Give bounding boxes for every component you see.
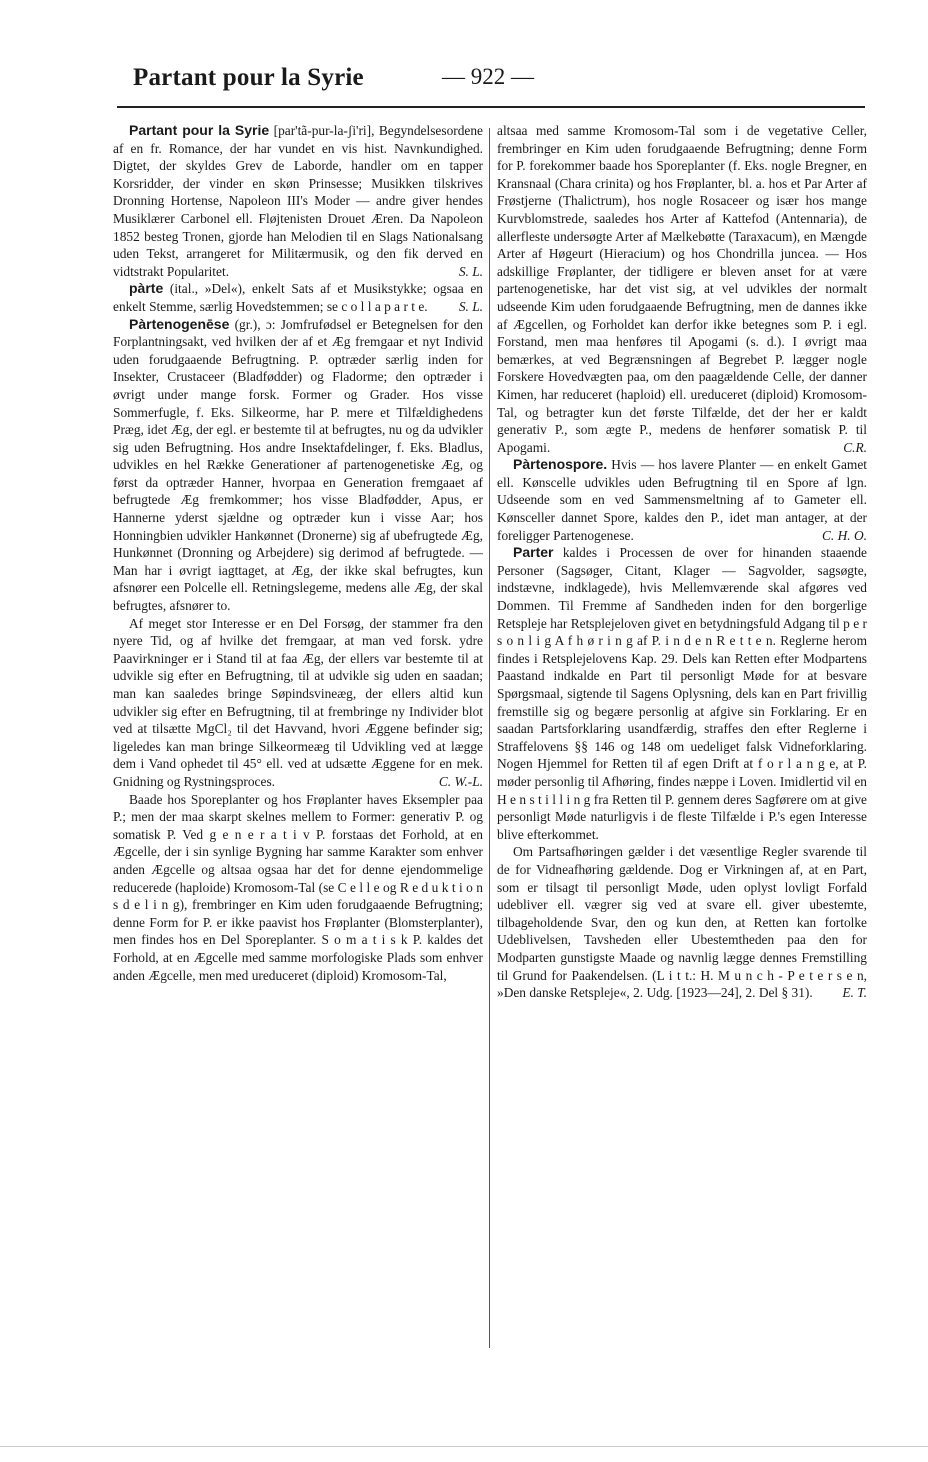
entry-text: Om Partsafhøringen gælder i det væsentlige Regler svarende til de for Vidneafhøring gældende. Dog er Virkningen af, at en Part, som er tilsagt til personligt Møde, uden oplyst lovligt Forfald udebliver ell. vægrer sig ved at svare ell. giver ubestemte, tilbageholdende Svar, den og kun den, at Retten kan fortolke Udeblivelsen, Tavsheden eller Ubestemtheden paa den for Modparten gunstigste Maade og navnlig lægge dennes Fremstilling til Grund for Paakendelsen. (L i t t.: H. M u n c h - P e t e r s e n, »Den danske Retspleje«, 2. Udg. [1923—24], 2. Del § 31). <box>497 844 867 1001</box>
author-signature: S. L. <box>458 263 483 279</box>
entry-text: [par'tã-pur-la-ʃi'ri], Begyndelsesordene af en fr. Romance, der har vundet en vis hist. Navnkundighed. Digtet, der skyldes Grev de Laborde, handler om en tapper Korsridder, der vinder en skøn Prinsesse; Musikken tilskrives Dronning Hortense, Napoleon III's Moder — andre giver hendes Musiklærer Carbonel ell. Fløjtenisten Drouet Æren. Da Napoleon 1852 besteg Tronen, gjorde han Melodien til en Slags Nationalsang uden Tekst, arrangeret for Militærmusik, og den fik derved en vidtstrakt Popularitet. <box>113 123 483 279</box>
paragraph <box>497 843 867 1001</box>
paragraph <box>113 791 483 985</box>
entry-parter <box>497 544 867 843</box>
headword: Partant pour la Syrie <box>129 122 270 138</box>
entry-text: Hvis — hos lavere Planter — en enkelt Gamet ell. Kønscelle udvikles uden Befrugtning til en Spore af lgn. Udseende som en ved Sammensmeltning af to Gameter ell. Kønsceller dannet Spore, kaldes den P., idet man antager, at der foreligger Partenogenese. <box>497 457 867 543</box>
author-signature: E. T. <box>842 985 867 1001</box>
left-column <box>113 122 483 1357</box>
paragraph-continuation <box>497 122 867 456</box>
entry-text: Af meget stor Interesse er en Del Forsøg, der stammer fra den nyere Tid, og af hvilke det fremgaar, at man ved forsk. ydre Paavirkninger er i Stand til at faa Æg, der ellers var bestemte til at udvikle sig efter en Befrugtning, til at udvikle sig uden en saadan; man kan saaledes bringe Søpindsvineæg, der ellers altid kun udvikler sig efter en Befrugtning, til at frembringe ny Individer blot ved at tilsætte MgCl₂ til det Havvand, hvori Æggene befinder sig; ligeledes kan man bringe Silkeormeæg til Udvikling ved at lægge dem i Vand ophedet til 45° ell. ved at udsætte Æggene for en mek. Gnidning og Rystningsproces. <box>113 615 483 789</box>
running-header <box>133 64 853 98</box>
author-signature: C. H. O. <box>821 527 867 543</box>
header-rule <box>117 106 865 108</box>
entry-partenogenese <box>113 316 483 615</box>
running-title: Partant pour la Syrie <box>133 64 364 91</box>
author-signature: C.R. <box>843 439 867 455</box>
entry-partant-pour-la-syrie <box>113 122 483 280</box>
headword: Parter <box>513 544 554 561</box>
paragraph <box>113 615 483 791</box>
headword: Pàrtenogenēse <box>129 315 230 332</box>
author-signature: C. W.-L. <box>438 773 483 789</box>
column-divider <box>489 128 490 1348</box>
entry-text: (ital., »Del«), enkelt Sats af et Musikstykke; ogsaa en enkelt Stemme, særlig Hovedstemmen; se c o l l a p a r t e. <box>113 281 483 314</box>
entry-parte <box>113 280 483 315</box>
entry-text: (gr.), ɔ: Jomfrufødsel er Betegnelsen for den Forplantningsakt, ved hvilken der af et Æg fremgaar et nyt Individ uden forudgaaende Befrugtning. P. optræder særlig inden for Insekter, Crustaceer (Bladfødder) og Fladorme; den optræder i øvrigt under mange forsk. Former og Grader. Hos visse Sommerfugle, f. Eks. Silkeorme, har P. mere et Tilfældighedens Præg, idet Æg, der egl. er bestemte til at befrugtes, nu og da udvikler sig uden Befrugtning. Hos andre Insektafdelinger, f. Eks. Bladlus, udvikles en hel Række Generationer af partenogenetiske Æg, og først da optræder Hanner, hvorpaa en Generation fremgaaet af befrugtede Æg fremkommer; hos visse Bladfødder, Apus, er Hannerne yderst sjældne og optræder kun i visse Aar; hos Honningbien udvikler Hankønnet (Dronerne) sig af ubefrugtede Æg, Hunkønnet (Dronning og Arbejdere) sig derimod af befrugtede. — Man har i øvrigt iagttaget, at Æg, der ikke skal befrugtes, kun afsnører een Polcelle ell. Retningslegeme, medens alle Æg, der skal befrugtes, afsnører to. <box>113 316 483 614</box>
entry-text: Baade hos Sporeplanter og hos Frøplanter haves Eksempler paa P.; men der maa skarpt skelnes mellem to Former: generativ P. og somatisk P. Ved g e n e r a t i v P. forstaas det Forhold, at en Ægcelle, der i sin synlige Bygning har samme Karakter som enhver anden Ægcelle og altsaa ogsaa har det for denne ejendommelige reducerede (haploide) Kromosom-Tal (se C e l l e og R e d u k t i o n s d e l i n g), frembringer en Kim uden forudgaaende Befrugtning; denne Form for P. er ikke paavist hos Frøplanter (Blomsterplanter), men findes hos en Del Sporeplanter. S o m a t i s k P. kaldes det Forhold, at en Ægcelle med samme morfologiske Plads som enhver anden Ægcelle, men med ureduceret (diploid) Kromosom-Tal, <box>113 791 483 983</box>
entry-text: altsaa med samme Kromosom-Tal som i de vegetative Celler, frembringer en Kim uden forudgaaende Befrugtning; denne Form for P. forekommer baade hos Sporeplanter (f. Eks. nogle Bregner, en Kransnaal (Chara crinita) og hos Frøplanter, bl. a. hos et Par Arter af Frøstjerne (Thalictrum), hos nogle Rosaceer og især hos mange Kurvblomstrede, saaledes hos Arter af Kattefod (Antennaria), de allerfleste undersøgte Arter af Mælkebøtte (Taraxacum), en Mængde Arter af Høgeurt (Hieracium) og hos Chondrilla juncea. — Hos adskillige Frøplanter, der tidligere er bleven anset for at være partenogenetiske, har det vist sig, at vel udvikles der normalt udseende Kim uden forudgaaende Befrugtning, men de dannes ikke af Ægcellen, og Forholdet kan derfor ikke betegnes som P. i egl. Forstand, men maa henføres til Apogami (s. d.). I øvrigt maa bemærkes, at ved Begrænsningen af Begrebet P. lægger nogle Forskere Hovedvægten paa, om den paagældende Celle, der danner Kimen, har reduceret (haploid) ell. ureduceret (diploid) Kromosom-Tal, og betragter kun det første Tilfælde, det der her er kaldt generativ P., som ægte P., medens de henfører somatisk P. til Apogami. <box>497 123 867 455</box>
page-number: — 922 — <box>442 64 534 89</box>
right-column <box>497 122 867 1357</box>
headword: pàrte <box>129 280 164 297</box>
author-signature: S. L. <box>458 298 483 314</box>
scan-edge <box>0 1446 928 1447</box>
entry-text: kaldes i Processen de over for hinanden staaende Personer (Sagsøger, Citant, Klager — Sagvolder, sagsøgte, indstævne, indklagede), hvis Mellemværende skal afgøres ved Dommen. Til Fremme af Sandheden inden for den borgerlige Retspleje har Retsplejeloven givet en betydningsfuld Adgang til p e r s o n l i g A f h ø r i n g af P. i n d e n R e t t e n. Reglerne herom findes i Retsplejelovens Kap. 29. Dels kan Retten efter Modpartens Paastand indkalde en Part til personligt Møde for at besvare Spørgsmaal, sigtende til Sagens Oplysning, dels kan en Part frivillig fremstille sig og begære personlig at afgive sin Forklaring. Er en saadan Partsforklaring usandfærdig, straffes den efter Reglerne i Straffelovens §§ 146 og 148 om uedeliget falsk Vidneforklaring. Nogen Hjemmel for Retten til af egen Drift at f o r l a n g e, at P. møder personlig til Afhøring, findes næppe i Loven. Imidlertid vil en H e n s t i l l i n g fra Retten til P. gennem deres Sagførere om at give personligt Møde naturligvis i de fleste Tilfælde i P.'s egen Interesse blive efterkommet. <box>497 545 867 842</box>
headword: Pàrtenospore. <box>513 456 608 473</box>
entry-partenospore <box>497 456 867 544</box>
